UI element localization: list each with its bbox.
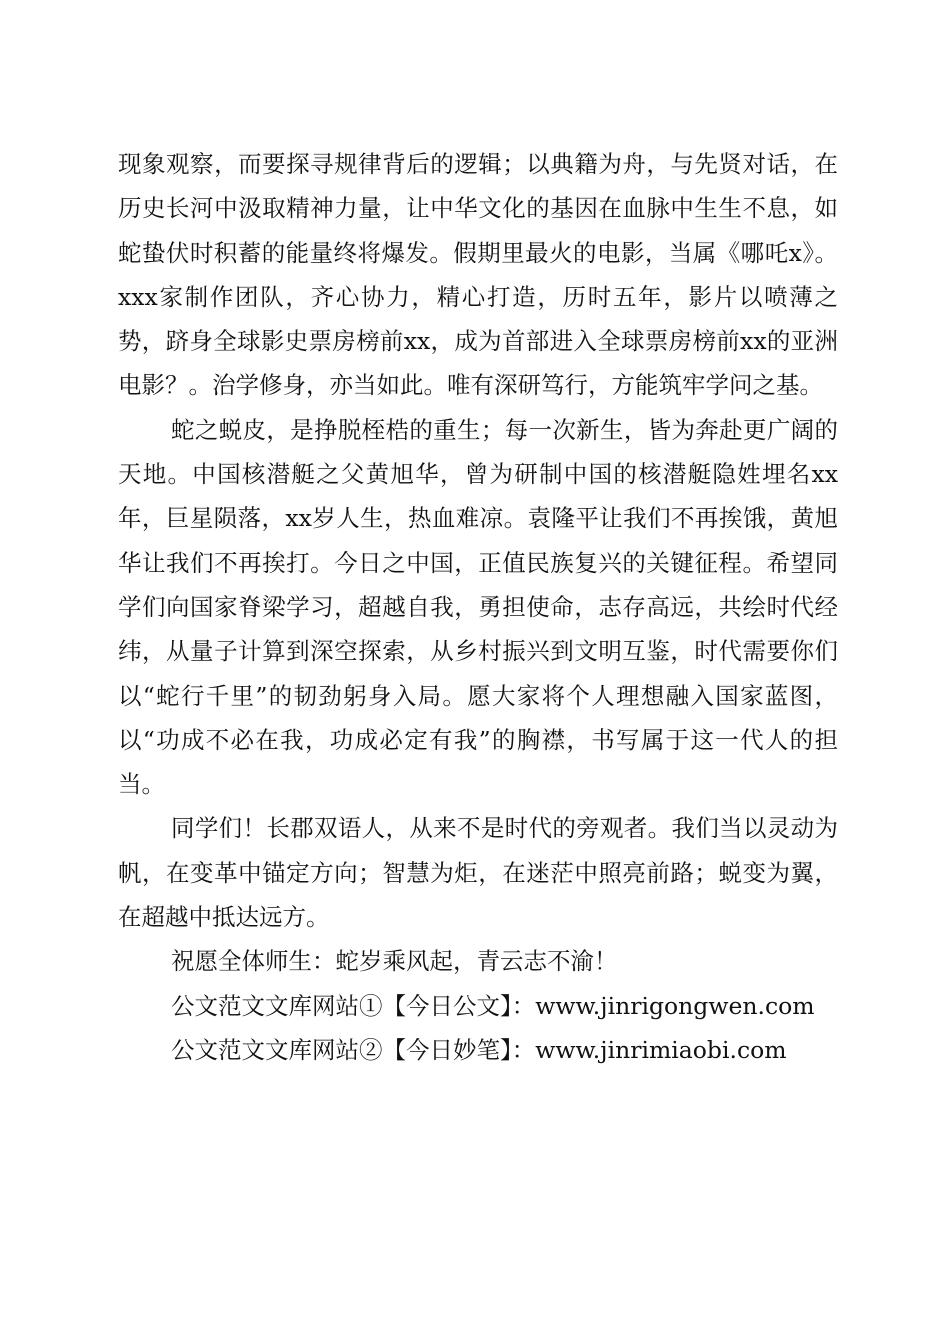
website-line-2: 公文范文文库网站②【今日妙笔】：www.jinrimiaobi.com [171, 1035, 787, 1064]
document-body [118, 142, 838, 1072]
paragraph-1: 现象观察，而要探寻规律背后的逻辑；以典籍为舟，与先贤对话，在历史长河中汲取精神力量，让中华文化的基因在血脉中生生不息，如蛇蛰伏时积蓄的能量终将爆发。假期里最火的电影，当属《哪吒x》。xxx家制作团队，齐心协力，精心打造，历时五年，影片以喷薄之势，跻身全球影史票房榜前xx，成为首部进入全球票房榜前xx的亚洲电影？。治学修身，亦当如此。唯有深研笃行，方能筑牢学问之基。 [118, 150, 838, 400]
paragraph-2: 蛇之蜕皮，是挣脱桎梏的重生；每一次新生，皆为奔赴更广阔的天地。中国核潜艇之父黄旭华，曾为研制中国的核潜艇隐姓埋名xx年，巨星陨落，xx岁人生，热血难凉。袁隆平让我们不再挨饿，黄旭华让我们不再挨打。今日之中国，正值民族复兴的关键征程。希望同学们向国家脊梁学习，超越自我，勇担使命，志存高远，共绘时代经纬，从量子计算到深空探索，从乡村振兴到文明互鉴，时代需要你们以“蛇行千里”的韧劲躬身入局。愿大家将个人理想融入国家蓝图，以“功成不必在我，功成必定有我”的胸襟，书写属于这一代人的担当。 [118, 415, 838, 799]
paragraph-3: 同学们！长郡双语人，从来不是时代的旁观者。我们当以灵动为帆，在变革中锚定方向；智慧为炬，在迷茫中照亮前路；蜕变为翼，在超越中抵达远方。 [118, 814, 838, 932]
website-line-1: 公文范文文库网站①【今日公文】：www.jinrigongwen.com [171, 991, 815, 1020]
paragraph-4: 祝愿全体师生：蛇岁乘风起，青云志不渝！ [171, 947, 618, 976]
